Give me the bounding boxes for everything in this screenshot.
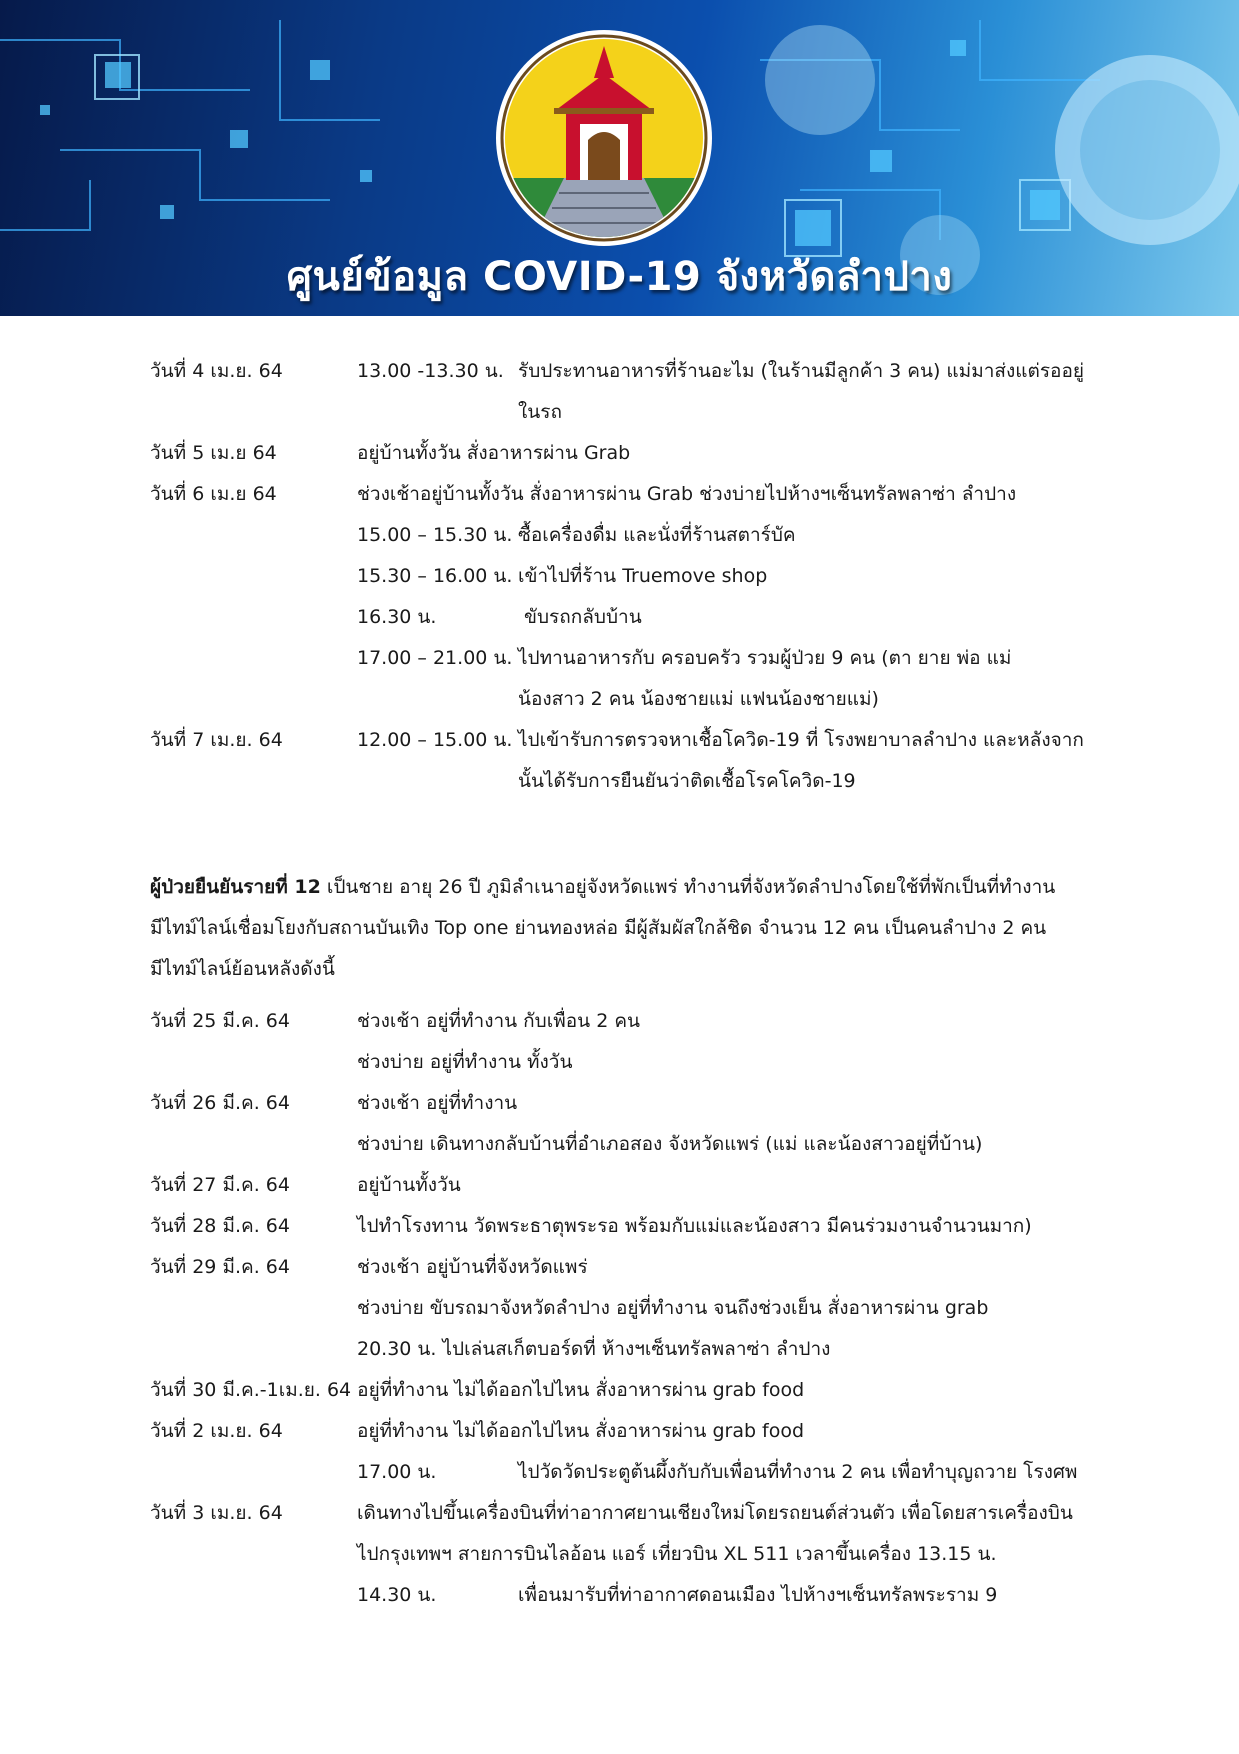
timeline-desc: รับประทานอาหารที่ร้านอะไม (ในร้านมีลูกค้า 3 คน) แม่มาส่งแต่รออยู่ [518, 360, 1085, 382]
timeline-date: วันที่ 27 มี.ค. 64 [150, 1174, 290, 1196]
timeline-desc: ซื้อเครื่องดื่ม และนั่งที่ร้านสตาร์บัค [518, 524, 796, 546]
timeline-date: วันที่ 7 เม.ย. 64 [150, 729, 283, 751]
timeline-desc: อยู่บ้านทั้งวัน [357, 1174, 461, 1196]
banner-title: ศูนย์ข้อมูล COVID-19 จังหวัดลำปาง [286, 254, 953, 300]
timeline-desc: ช่วงเช้า อยู่บ้านที่จังหวัดแพร่ [357, 1256, 588, 1278]
timeline-desc: ไปทานอาหารกับ ครอบครัว รวมผู้ป่วย 9 คน (ตา ยาย พ่อ แม่ [518, 647, 1012, 669]
timeline-date: วันที่ 28 มี.ค. 64 [150, 1215, 290, 1237]
timeline-desc: ช่วงเช้า อยู่ที่ทำงาน กับเพื่อน 2 คน [357, 1010, 641, 1032]
timeline-desc: เดินทางไปขึ้นเครื่องบินที่ท่าอากาศยานเชียงใหม่โดยรถยนต์ส่วนตัว เพื่อโดยสารเครื่องบิน [357, 1502, 1073, 1524]
timeline-desc: อยู่บ้านทั้งวัน สั่งอาหารผ่าน Grab [357, 442, 631, 464]
timeline-time: 17.00 – 21.00 น. [357, 647, 513, 669]
case-12-line-2: มีไทม์ไลน์เชื่อมโยงกับสถานบันเทิง Top one ย่านทองหล่อ มีผู้สัมผัสใกล้ชิด จำนวน 12 คน เป็นคนลำปาง 2 คน [150, 917, 1047, 939]
timeline-desc: ช่วงบ่าย ขับรถมาจังหวัดลำปาง อยู่ที่ทำงาน จนถึงช่วงเย็น สั่งอาหารผ่าน grab [357, 1297, 989, 1319]
timeline-desc: ไปทำโรงทาน วัดพระธาตุพระรอ พร้อมกับแม่และน้องสาว มีคนร่วมงานจำนวนมาก) [357, 1215, 1032, 1237]
timeline-time: 15.30 – 16.00 น. [357, 565, 513, 587]
timeline-date: วันที่ 25 มี.ค. 64 [150, 1010, 290, 1032]
timeline-desc: ไปวัดวัดประตูต้นผึ้งกับกับเพื่อนที่ทำงาน 2 คน เพื่อทำบุญถวาย โรงศพ [518, 1461, 1078, 1483]
case-12-heading: ผู้ป่วยยืนยันรายที่ 12 [150, 876, 321, 898]
provincial-seal-icon [494, 28, 714, 248]
timeline-date: วันที่ 29 มี.ค. 64 [150, 1256, 290, 1278]
timeline-time: 13.00 -13.30 น. [357, 360, 504, 382]
timeline-date: วันที่ 6 เม.ย 64 [150, 483, 277, 505]
timeline-desc: เข้าไปที่ร้าน Truemove shop [518, 565, 768, 587]
timeline-desc-cont: น้องสาว 2 คน น้องชายแม่ แฟนน้องชายแม่) [518, 688, 879, 710]
case-12-line-1 [150, 867, 1090, 908]
timeline-time: 12.00 – 15.00 น. [357, 729, 513, 751]
timeline-date: วันที่ 2 เม.ย. 64 [150, 1420, 283, 1442]
case-12-text: เป็นชาย อายุ 26 ปี ภูมิลำเนาอยู่จังหวัดแพร่ ทำงานที่จังหวัดลำปางโดยใช้ที่พักเป็นที่ทำงาน [320, 876, 1056, 898]
timeline-time: 16.30 น. [357, 606, 437, 628]
timeline-desc: ช่วงเช้าอยู่บ้านทั้งวัน สั่งอาหารผ่าน Grab ช่วงบ่ายไปห้างฯเซ็นทรัลพลาซ่า ลำปาง [357, 483, 1017, 505]
timeline-desc-cont: ในรถ [518, 401, 562, 423]
timeline-desc: เพื่อนมารับที่ท่าอากาศดอนเมือง ไปห้างฯเซ็นทรัลพระราม 9 [518, 1584, 998, 1606]
timeline-desc: ช่วงบ่าย อยู่ที่ทำงาน ทั้งวัน [357, 1051, 573, 1073]
timeline-date: วันที่ 3 เม.ย. 64 [150, 1502, 283, 1524]
timeline-date: วันที่ 26 มี.ค. 64 [150, 1092, 290, 1114]
timeline-time: 14.30 น. [357, 1584, 437, 1606]
timeline-desc: ขับรถกลับบ้าน [524, 606, 642, 628]
timeline-desc: ไปกรุงเทพฯ สายการบินไลอ้อน แอร์ เที่ยวบิน XL 511 เวลาขึ้นเครื่อง 13.15 น. [357, 1543, 997, 1565]
timeline-date: วันที่ 5 เม.ย 64 [150, 442, 277, 464]
timeline-desc: ช่วงบ่าย เดินทางกลับบ้านที่อำเภอสอง จังหวัดแพร่ (แม่ และน้องสาวอยู่ที่บ้าน) [357, 1133, 983, 1155]
header-banner [0, 0, 1239, 316]
timeline-time: 15.00 – 15.30 น. [357, 524, 513, 546]
timeline-time: 17.00 น. [357, 1461, 437, 1483]
timeline-desc: ไปเข้ารับการตรวจหาเชื้อโควิด-19 ที่ โรงพยาบาลลำปาง และหลังจาก [518, 729, 1084, 751]
timeline-desc-cont: นั้นได้รับการยืนยันว่าติดเชื้อโรคโควิด-19 [518, 770, 856, 792]
case-12-line-3: มีไทม์ไลน์ย้อนหลังดังนี้ [150, 958, 335, 980]
timeline-date: วันที่ 4 เม.ย. 64 [150, 360, 283, 382]
timeline-date-combined: วันที่ 30 มี.ค.-1เม.ย. 64 อยู่ที่ทำงาน ไม่ได้ออกไปไหน สั่งอาหารผ่าน grab food [150, 1379, 805, 1401]
timeline-desc: ช่วงเช้า อยู่ที่ทำงาน [357, 1092, 518, 1114]
timeline-desc: 20.30 น. ไปเล่นสเก็ตบอร์ดที่ ห้างฯเซ็นทรัลพลาซ่า ลำปาง [357, 1338, 831, 1360]
timeline-desc: อยู่ที่ทำงาน ไม่ได้ออกไปไหน สั่งอาหารผ่าน grab food [357, 1420, 805, 1442]
